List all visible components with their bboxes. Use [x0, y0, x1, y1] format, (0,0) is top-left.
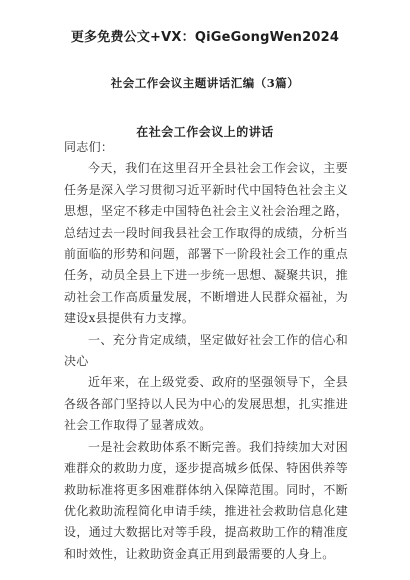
promo-header: 更多免费公文+VX：QiGeGongWen2024 — [70, 30, 340, 45]
body-paragraph: 一是社会救助体系不断完善。我们持续加大对困难群众的救助力度，逐步提高城乡低保、特困供养等救助标准将更多困难群体纳入保障范围。同时，不断优化救助流程简化申请手续，推进社会救助信息化建设，通过大数据比对等手段，提高救助工作的精准度和时效性，让救助资金真正用到最需要的人身上。 — [64, 439, 348, 561]
speech-body — [64, 137, 348, 565]
salutation: 同志们： — [64, 140, 114, 154]
collection-title: 社会工作会议主题讲话汇编（3篇） — [110, 76, 300, 90]
speech-title: 在社会工作会议上的讲话 — [136, 125, 274, 139]
section-heading: 一、充分肯定成绩，坚定做好社会工作的信心和决心 — [64, 332, 348, 369]
body-paragraph: 今天，我们在这里召开全县社会工作会议，主要任务是深入学习贯彻习近平新时代中国特色社会主义思想，坚定不移走中国特色社会主义社会治理之路，总结过去一段时间我县社会工作取得的成绩，分析当前面临的形势和问题，部署下一阶段社会工作的重点任务，动员全县上下进一步统一思想、凝聚共识，推动社会工作高质量发展，不断增进人民群众福祉，为建设x县提供有力支撑。 — [64, 161, 348, 326]
body-paragraph: 近年来，在上级党委、政府的坚强领导下，全县各级各部门坚持以人民为中心的发展思想，扎实推进社会工作取得了显著成效。 — [64, 375, 348, 433]
